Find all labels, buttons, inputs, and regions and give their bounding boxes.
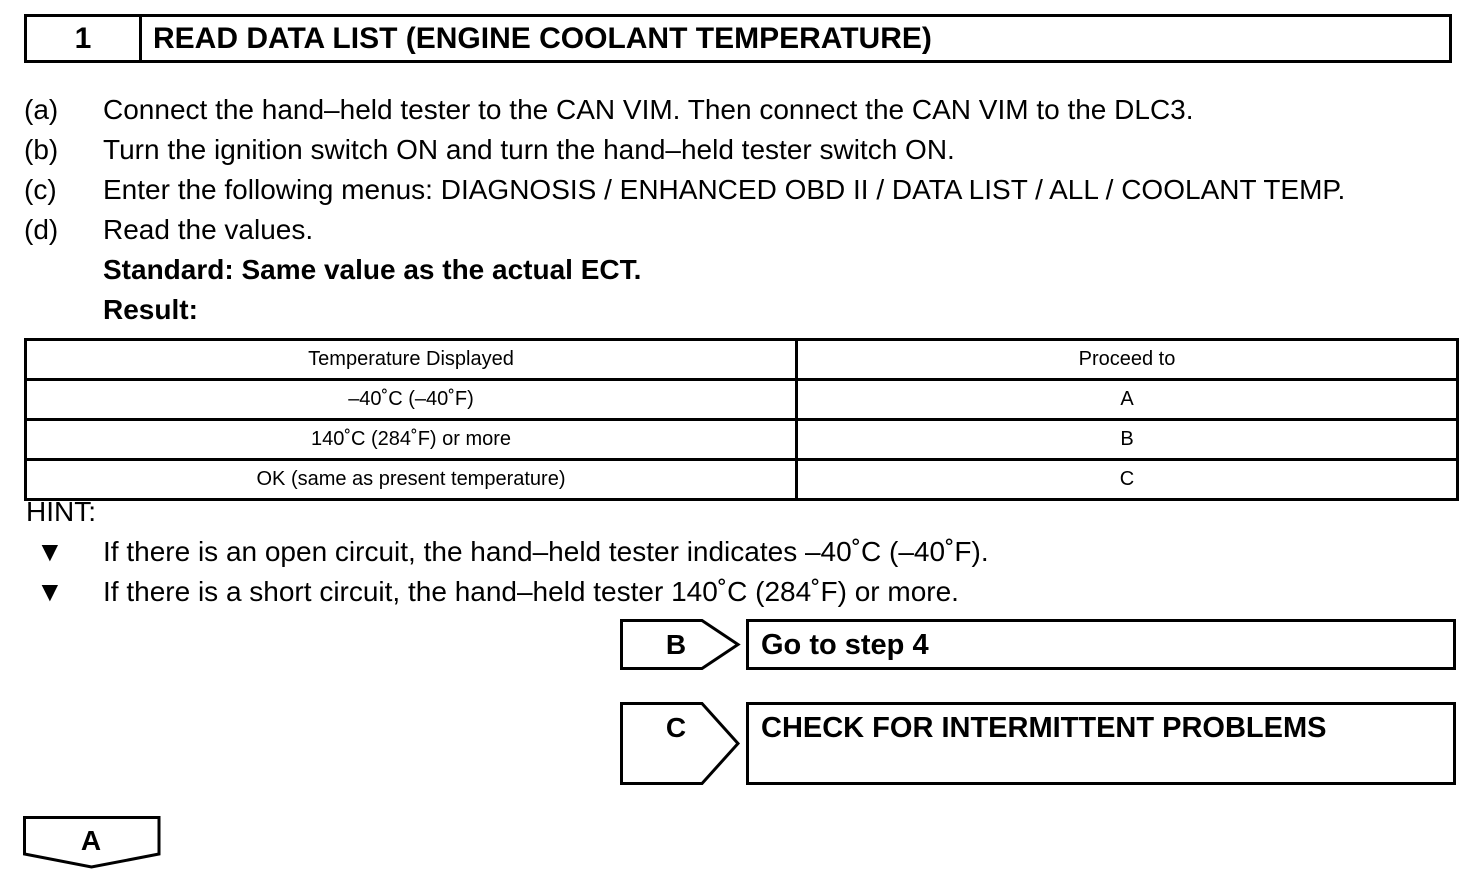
continue-a-code: A (80, 825, 102, 856)
standard-text: Standard: Same value as the actual ECT. (103, 254, 642, 285)
header-temperature: Temperature Displayed (26, 340, 797, 380)
bullet-triangle-icon: ▼ (36, 536, 64, 567)
header-proceed: Proceed to (797, 340, 1458, 380)
instruction-text: Connect the hand–held tester to the CAN VIM. Then connect the CAN VIM to the DLC3. (103, 94, 1194, 125)
instruction-label: (a) (24, 94, 59, 125)
table-cell: OK (same as present temperature) (26, 460, 797, 500)
instruction-text: Enter the following menus: DIAGNOSIS / ENHANCED OBD II / DATA LIST / ALL / COOLANT TEMP. (103, 174, 1346, 205)
continue-a-arrow-icon (23, 816, 161, 870)
table-row (26, 380, 1458, 420)
table-cell: B (797, 420, 1458, 460)
branch-b-arrow-icon (620, 619, 742, 671)
step-number: 1 (27, 17, 142, 60)
branch-c-code: C (665, 712, 687, 743)
branch-b-code: B (665, 629, 687, 660)
result-label: Result: (103, 294, 198, 325)
step-header (24, 14, 1452, 63)
instruction-label: (b) (24, 134, 59, 165)
hint-item: If there is a short circuit, the hand–held tester 140˚C (284˚F) or more. (103, 576, 959, 607)
branch-b-action: Go to step 4 (746, 619, 1456, 670)
table-row (26, 460, 1458, 500)
table-row (26, 420, 1458, 460)
instruction-label: (d) (24, 214, 59, 245)
table-cell: C (797, 460, 1458, 500)
result-table (24, 338, 1459, 501)
branch-c-action: CHECK FOR INTERMITTENT PROBLEMS (746, 702, 1456, 785)
bullet-triangle-icon: ▼ (36, 576, 64, 607)
table-cell: –40˚C (–40˚F) (26, 380, 797, 420)
instruction-label: (c) (24, 174, 57, 205)
table-cell: 140˚C (284˚F) or more (26, 420, 797, 460)
hint-item: If there is an open circuit, the hand–held tester indicates –40˚C (–40˚F). (103, 536, 989, 567)
instruction-text: Read the values. (103, 214, 314, 245)
table-cell: A (797, 380, 1458, 420)
hint-label: HINT: (26, 496, 96, 527)
step-title: READ DATA LIST (ENGINE COOLANT TEMPERATURE) (153, 21, 932, 55)
instruction-text: Turn the ignition switch ON and turn the hand–held tester switch ON. (103, 134, 955, 165)
branch-c-arrow-icon (620, 702, 742, 786)
table-header-row (26, 340, 1458, 380)
